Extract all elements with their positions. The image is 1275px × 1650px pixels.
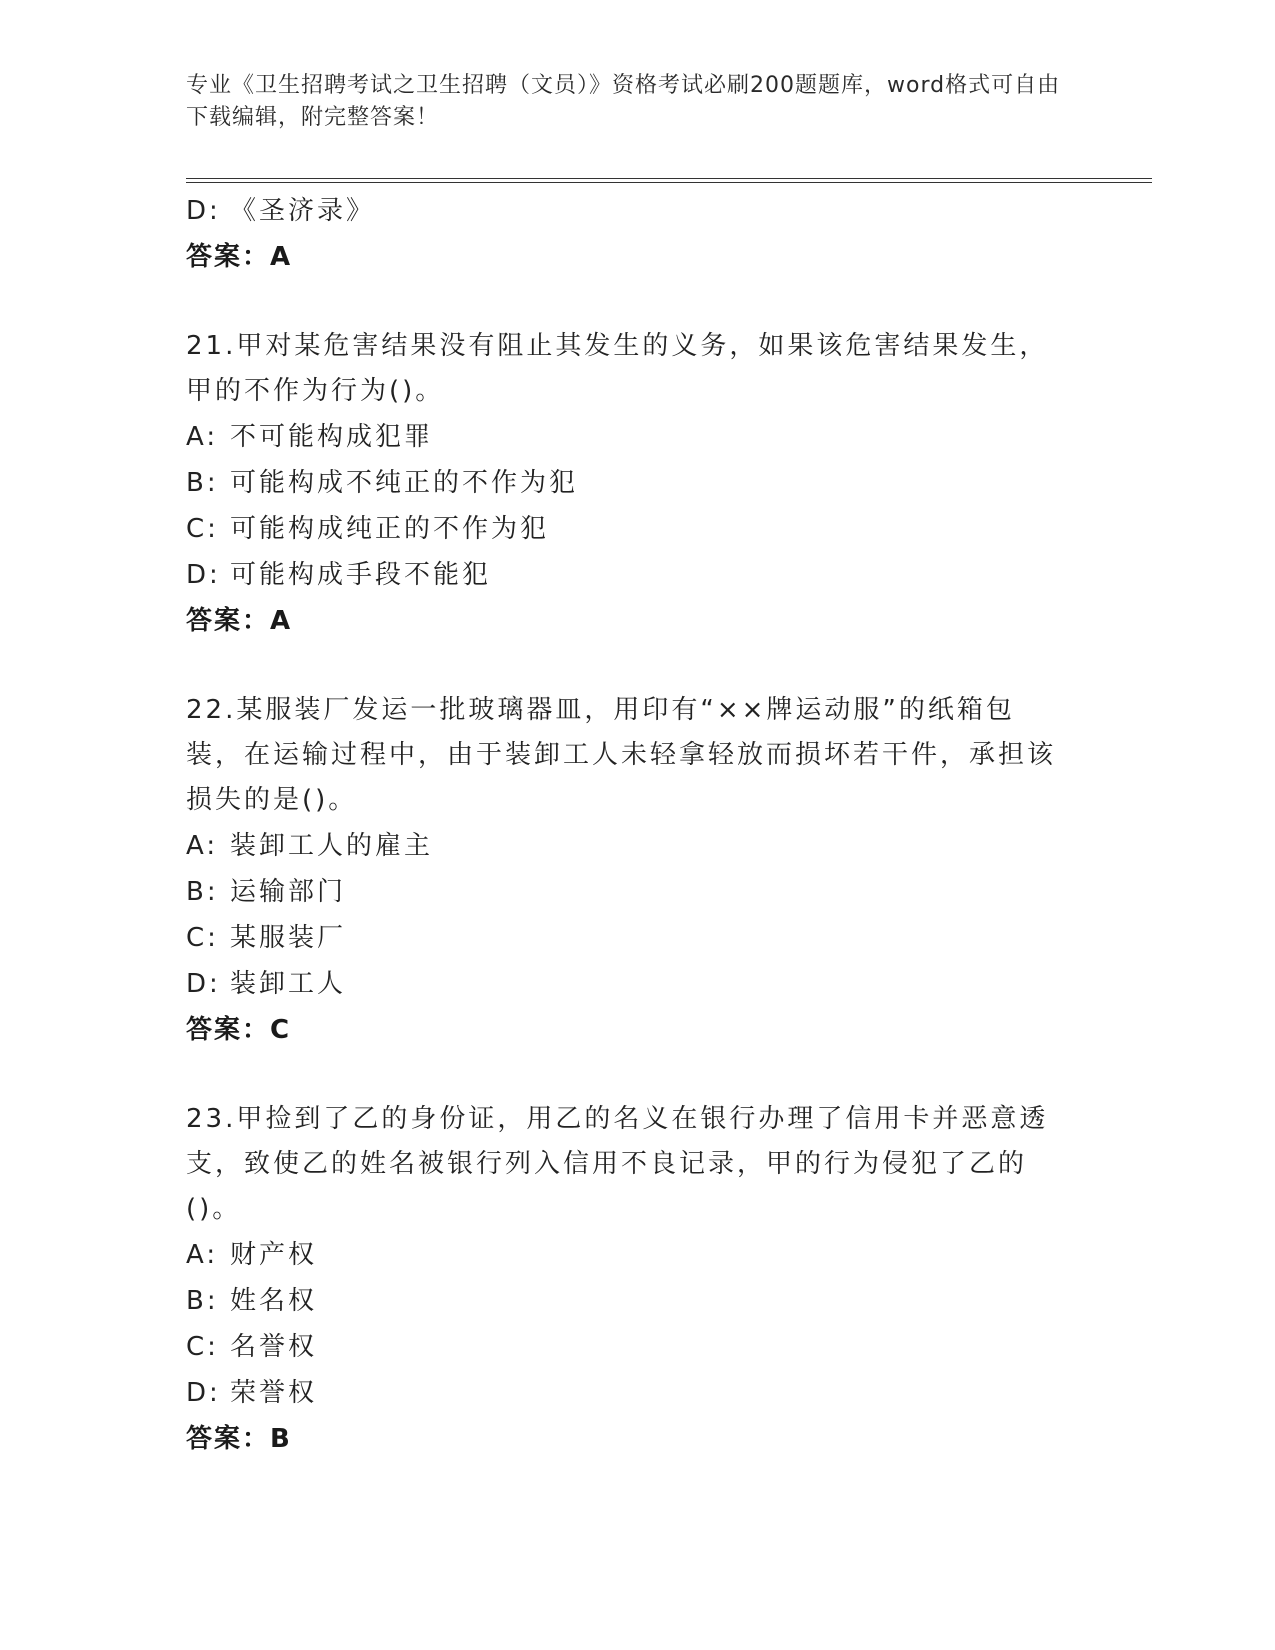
option-c: [186, 1324, 1086, 1370]
option-d: [186, 961, 1086, 1007]
answer-line: 答案：B: [186, 1424, 292, 1454]
spacer: [186, 1053, 1086, 1097]
option-letter: A:: [186, 422, 219, 452]
option-letter: B:: [186, 877, 219, 907]
option-text: 名誉权: [230, 1332, 318, 1362]
option-letter: B:: [186, 1286, 219, 1316]
option-letter: D:: [186, 560, 221, 590]
option-text: 可能构成手段不能犯: [230, 560, 492, 590]
question-block: [186, 324, 1086, 644]
option-letter: A:: [186, 1240, 219, 1270]
option-text: 运输部门: [230, 877, 347, 907]
option-letter: D:: [186, 1378, 221, 1408]
header-divider: [186, 178, 1152, 183]
option-letter: D:: [186, 969, 221, 999]
option-letter: C:: [186, 514, 219, 544]
question-stem: 23.甲捡到了乙的身份证，用乙的名义在银行办理了信用卡并恶意透支，致使乙的姓名被银行列入信用不良记录，甲的行为侵犯了乙的()。: [186, 1104, 1049, 1224]
spacer: [186, 644, 1086, 688]
option-b: [186, 460, 1086, 506]
option-letter: C:: [186, 923, 219, 953]
option-d: [186, 1370, 1086, 1416]
question-stem: 21.甲对某危害结果没有阻止其发生的义务，如果该危害结果发生，甲的不作为行为()。: [186, 331, 1049, 406]
option-letter: C:: [186, 1332, 219, 1362]
option-c: [186, 915, 1086, 961]
option-b: [186, 1278, 1086, 1324]
document-header: 专业《卫生招聘考试之卫生招聘（文员）》资格考试必刷200题题库，word格式可自由下载编辑，附完整答案！: [186, 73, 1061, 130]
option-text: 可能构成纯正的不作为犯: [230, 514, 550, 544]
option-a: [186, 823, 1086, 869]
option-c: [186, 506, 1086, 552]
prev-answer: 答案：A: [186, 242, 293, 272]
answer-line: 答案：C: [186, 1015, 292, 1045]
spacer: [186, 280, 1086, 324]
option-text: 荣誉权: [230, 1378, 318, 1408]
option-b: [186, 869, 1086, 915]
option-text: 《圣济录》: [230, 196, 376, 226]
question-stem: 22.某服装厂发运一批玻璃器皿，用印有“××牌运动服”的纸箱包装，在运输过程中，由于装卸工人未轻拿轻放而损坏若干件，承担该损失的是()。: [186, 695, 1057, 815]
option-letter: B:: [186, 468, 219, 498]
prev-option-d: [186, 188, 1086, 234]
option-text: 可能构成不纯正的不作为犯: [230, 468, 579, 498]
option-text: 财产权: [230, 1240, 318, 1270]
answer-line: 答案：A: [186, 606, 293, 636]
option-letter: D:: [186, 196, 221, 226]
option-letter: A:: [186, 831, 219, 861]
option-text: 某服装厂: [230, 923, 347, 953]
option-text: 姓名权: [230, 1286, 318, 1316]
option-a: [186, 1232, 1086, 1278]
option-text: 装卸工人的雇主: [230, 831, 434, 861]
question-block: [186, 1097, 1086, 1462]
option-d: [186, 552, 1086, 598]
document-body: [186, 188, 1086, 1462]
option-a: [186, 414, 1086, 460]
option-text: 不可能构成犯罪: [230, 422, 434, 452]
option-text: 装卸工人: [230, 969, 347, 999]
question-block: [186, 688, 1086, 1053]
